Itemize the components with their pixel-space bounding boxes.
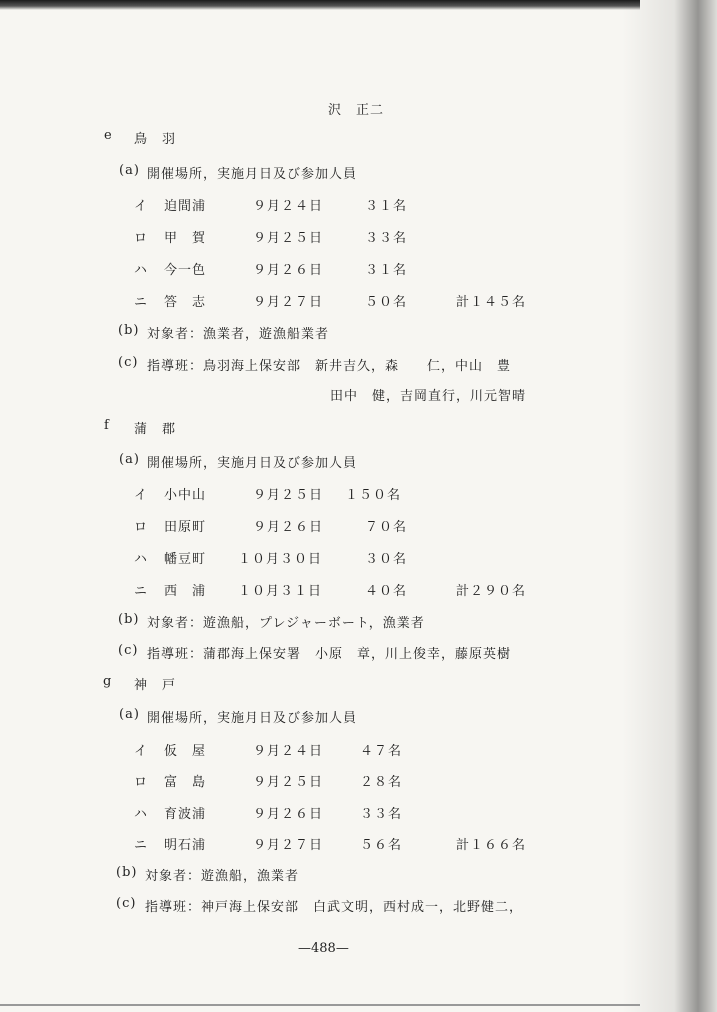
row-count: ３１名	[365, 263, 408, 278]
row-date: ９月２６日	[253, 807, 324, 822]
row-date: ９月２６日	[253, 520, 324, 535]
section-e-a-text: 開催場所，実施月日及び参加人員	[147, 167, 358, 182]
section-g-place: 神 戸	[134, 678, 177, 693]
section-e-b-label: (b)	[118, 323, 140, 338]
row-count: ３０名	[365, 552, 408, 567]
section-f-b-label: (b)	[118, 612, 140, 627]
row-total: 計１６６名	[456, 838, 527, 853]
section-g-c-label: (c)	[116, 896, 137, 911]
row-mark: ニ	[134, 295, 149, 310]
section-g-letter: g	[103, 674, 113, 689]
section-f-a-label: (a)	[119, 452, 140, 467]
section-e-place: 鳥 羽	[134, 132, 177, 147]
row-count: ２８名	[360, 775, 403, 790]
row-place: 田原町	[164, 520, 207, 535]
row-mark: ハ	[134, 552, 149, 567]
row-date: ９月２５日	[253, 488, 324, 503]
row-date: ９月２５日	[253, 231, 324, 246]
row-mark: ハ	[134, 807, 149, 822]
scan-bottom-edge	[0, 1004, 640, 1006]
row-count: ４７名	[360, 744, 403, 759]
header-name: 沢 正二	[328, 103, 385, 118]
row-mark: ハ	[134, 263, 149, 278]
row-date: ９月２５日	[253, 775, 324, 790]
section-f-place: 蒲 郡	[134, 422, 177, 437]
section-f-letter: f	[104, 418, 110, 433]
row-count: ３３名	[365, 231, 408, 246]
section-e-c-label: (c)	[118, 355, 139, 370]
section-f-c-label: (c)	[118, 643, 139, 658]
row-mark: ロ	[134, 520, 149, 535]
row-count: ４０名	[365, 584, 408, 599]
row-place: 富 島	[164, 775, 207, 790]
section-g-a-label: (a)	[119, 707, 140, 722]
row-date: ９月２７日	[253, 295, 324, 310]
row-total: 計２９０名	[456, 584, 527, 599]
section-g-b-label: (b)	[116, 865, 138, 880]
section-e-c-text: 指導班：鳥羽海上保安部 新井吉久，森 仁，中山 豊	[147, 359, 512, 374]
row-date: １０月３１日	[238, 584, 323, 599]
row-place: 育波浦	[164, 807, 207, 822]
section-f-b-text: 対象者：遊漁船，プレジャーボート，漁業者	[147, 616, 425, 631]
row-date: １０月３０日	[238, 552, 323, 567]
row-date: ９月２７日	[253, 838, 324, 853]
section-e-b-text: 対象者：漁業者，遊漁船業者	[147, 327, 330, 342]
row-place: 幡豆町	[164, 552, 207, 567]
row-place: 小中山	[164, 488, 207, 503]
row-mark: イ	[134, 488, 149, 503]
row-mark: ニ	[134, 838, 149, 853]
row-place: 甲 賀	[164, 231, 207, 246]
row-place: 答 志	[164, 295, 207, 310]
row-place: 迫間浦	[164, 199, 207, 214]
section-e-a-label: (a)	[119, 163, 140, 178]
row-date: ９月２４日	[253, 199, 324, 214]
section-g-b-text: 対象者：遊漁船，漁業者	[145, 869, 300, 884]
page-number: —488—	[298, 941, 349, 956]
row-place: 明石浦	[164, 838, 207, 853]
row-count: １５０名	[345, 488, 402, 503]
section-g-c-text: 指導班：神戸海上保安部 白武文明，西村成一，北野健二，	[145, 900, 524, 915]
row-count: ７０名	[365, 520, 408, 535]
row-count: ３１名	[365, 199, 408, 214]
row-date: ９月２６日	[253, 263, 324, 278]
scan-top-edge	[0, 0, 640, 10]
section-e-c-text-continued: 田中 健，吉岡直行，川元智晴	[330, 389, 527, 404]
section-g-a-text: 開催場所，実施月日及び参加人員	[147, 711, 358, 726]
row-count: ５６名	[360, 838, 403, 853]
row-place: 仮 屋	[164, 744, 207, 759]
row-place: 今一色	[164, 263, 207, 278]
row-total: 計１４５名	[456, 295, 527, 310]
row-count: ３３名	[360, 807, 403, 822]
row-mark: ロ	[134, 231, 149, 246]
row-count: ５０名	[365, 295, 408, 310]
section-e-letter: e	[104, 128, 113, 143]
row-place: 西 浦	[164, 584, 207, 599]
section-f-c-text: 指導班：蒲郡海上保安署 小原 章，川上俊幸，藤原英樹	[147, 647, 512, 662]
row-mark: ニ	[134, 584, 149, 599]
row-date: ９月２４日	[253, 744, 324, 759]
row-mark: イ	[134, 744, 149, 759]
scan-binding-shadow	[622, 0, 717, 1012]
row-mark: イ	[134, 199, 149, 214]
row-mark: ロ	[134, 775, 149, 790]
section-f-a-text: 開催場所，実施月日及び参加人員	[147, 456, 358, 471]
